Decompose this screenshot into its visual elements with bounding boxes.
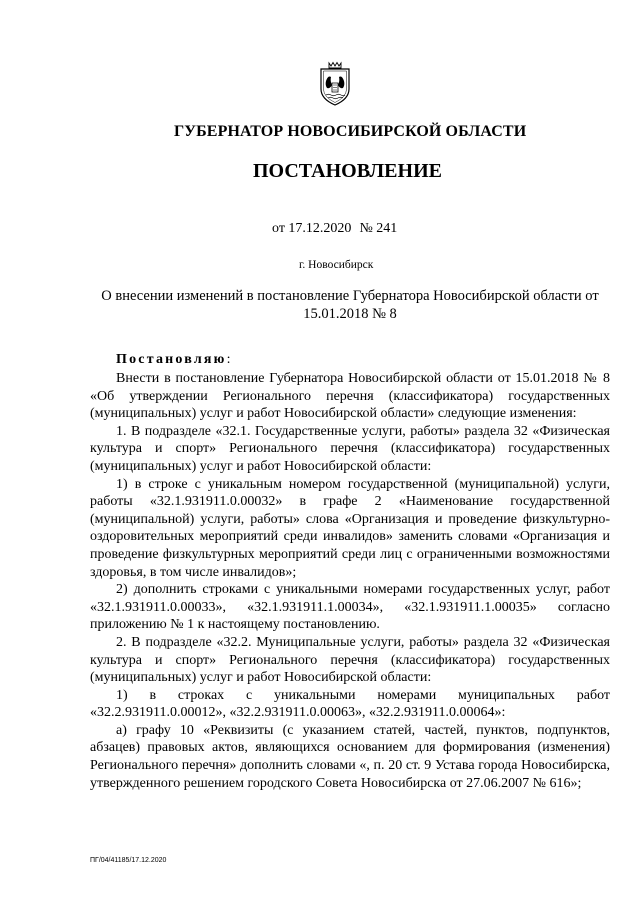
document-city: г. Новосибирск <box>299 259 374 271</box>
body-paragraph: 2. В подразделе «32.2. Муниципальные услуги, работы» раздела 32 «Физическая культура и спорт» Регионального перечня (классификатора) государственных (муниципальных) услуг и работ Новосибирской области: <box>90 634 610 686</box>
body-paragraph: 1. В подразделе «32.1. Государственные услуги, работы» раздела 32 «Физическая культура и спорт» Регионального перечня (классификатора) государственных (муниципальных) услуг и работ Новосибирской области: <box>90 423 610 474</box>
decree-word <box>116 352 230 368</box>
footer-document-code: ПГ/04/41185/17.12.2020 <box>90 857 167 864</box>
document-type: ПОСТАНОВЛЕНИЕ <box>253 160 442 182</box>
document-body <box>90 370 610 792</box>
body-paragraph: а) графу 10 «Реквизиты (с указанием статей, частей, пунктов, подпунктов, абзацев) правовых актов, являющихся основанием для формирования (изменения) Регионального перечня» дополнить словами «, п. 20 ст. 9 Устава города Новосибирска, утвержденного решением городского Совета Новосибирска от 27.06.2007 № 616»; <box>90 722 610 791</box>
body-paragraph: Внести в постановление Губернатора Новосибирской области от 15.01.2018 № 8 «Об утверждении Регионального перечня (классификатора) государственных (муниципальных) услуг и работ Новосибирской области» следующие изменения: <box>90 371 610 422</box>
body-paragraph: 1) в строке с уникальным номером государственной (муниципальной) услуги, работы «32.1.931911.0.00032» в графе 2 «Наименование государственной (муниципальной) услуги, работы» слова «Организация и проведение физкультурно-оздоровительных мероприятий среди инвалидов» заменить словами «Организация и проведение физкультурных мероприятий среди лиц с ограниченными возможностями здоровья, в том числе инвалидов»; <box>90 476 610 580</box>
decree-word-text: Постановляю <box>116 352 227 367</box>
document-date: от 17.12.2020 <box>272 221 352 236</box>
document-subject: О внесении изменений в постановление Губернатора Новосибирской области от 15.01.2018 № 8 <box>101 288 599 322</box>
issuing-authority: ГУБЕРНАТОР НОВОСИБИРСКОЙ ОБЛАСТИ <box>174 123 527 140</box>
body-paragraph: 1) в строках с уникальными номерами муниципальных работ «32.2.931911.0.00012», «32.2.931911.0.00063», «32.2.931911.0.00064»: <box>90 687 610 721</box>
document-date-line <box>272 221 397 237</box>
decree-word-colon: : <box>226 352 231 367</box>
document-number: № 241 <box>359 221 398 236</box>
coat-of-arms-icon <box>316 61 354 107</box>
body-paragraph: 2) дополнить строками с уникальными номерами государственных услуг, работ «32.1.931911.0.00033», «32.1.931911.1.00034», «32.1.931911.1.00035» согласно приложению № 1 к настоящему постановлению. <box>90 582 610 633</box>
